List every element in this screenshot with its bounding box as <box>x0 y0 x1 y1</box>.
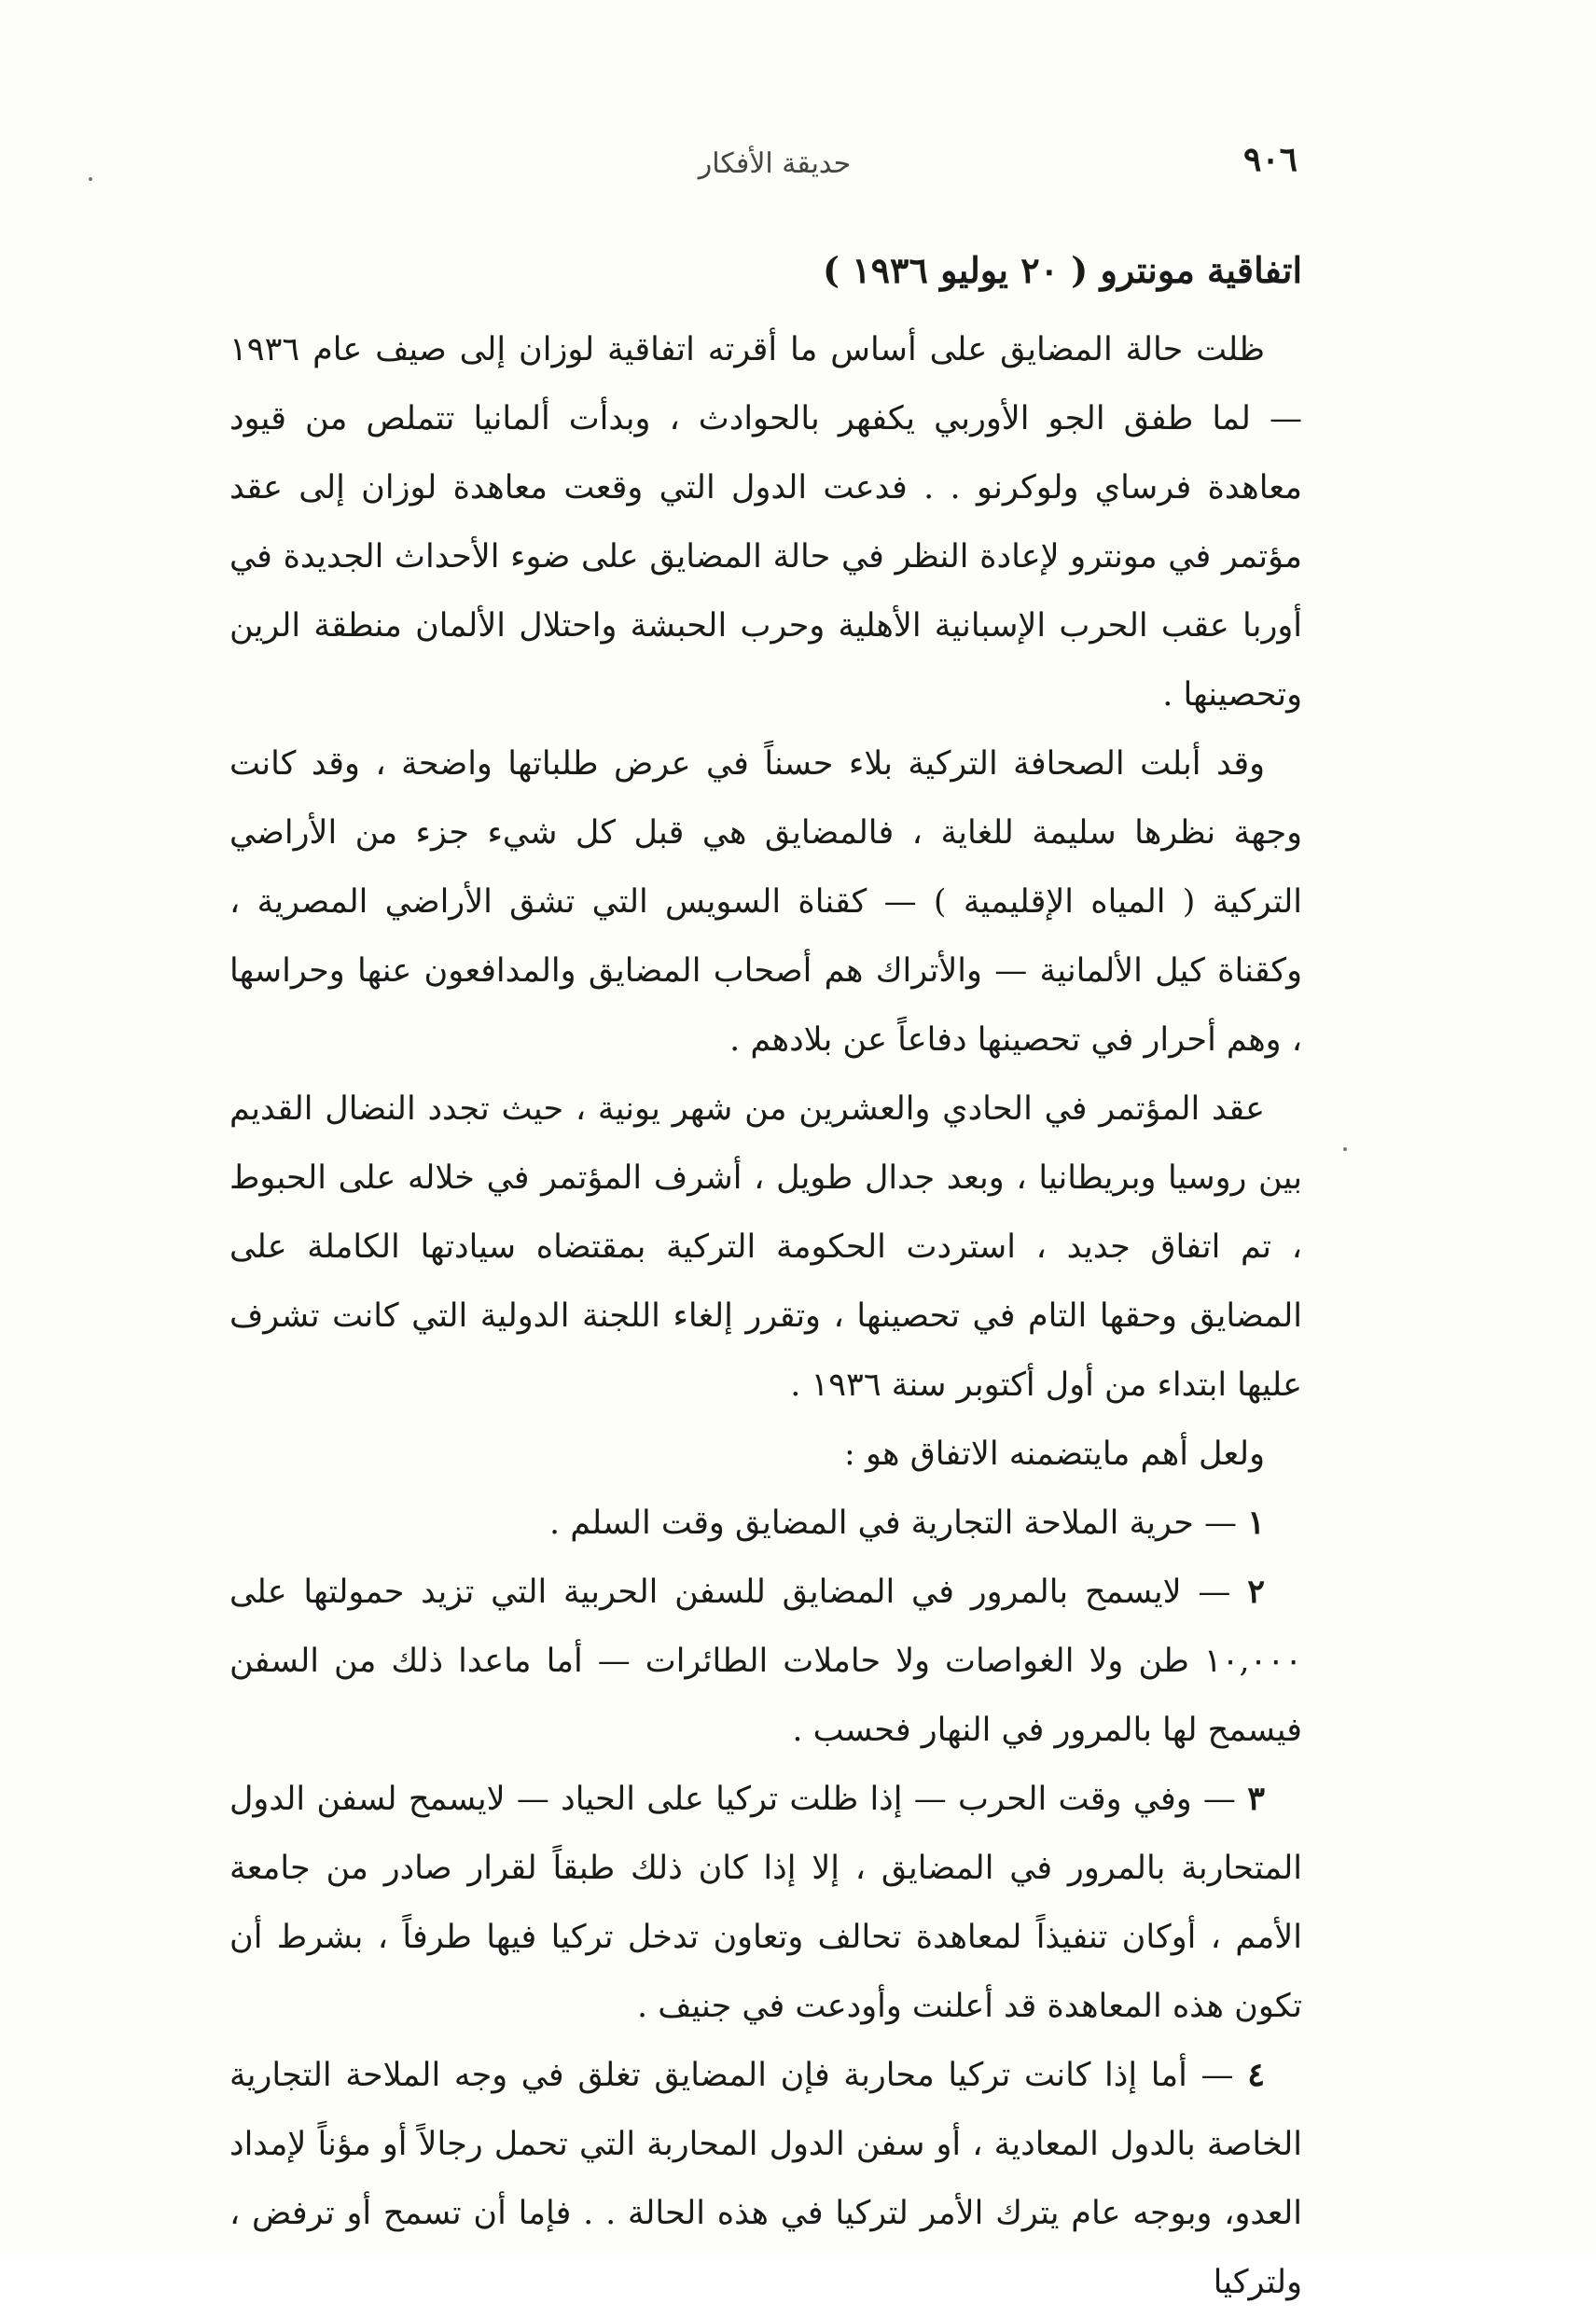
scan-speck <box>89 177 92 181</box>
list-item <box>229 1765 1302 2041</box>
paragraph: ظلت حالة المضايق على أساس ما أقرته اتفاقية لوزان إلى صيف عام ١٩٣٦ — لما طفق الجو الأوربي يكفهر بالحوادث ، وبدأت ألمانيا تتملص من قيود معاهدة فرساي ولوكرنو . . فدعت الدول التي وقعت معاهدة لوزان إلى عقد مؤتمر في مونترو لإعادة النظر في حالة المضايق على ضوء الأحداث الجديدة في أوربا عقب الحرب الإسبانية الأهلية وحرب الحبشة واحتلال الألمان منطقة الرين وتحصينها . <box>229 331 1302 714</box>
paragraph: وقد أبلت الصحافة التركية بلاء حسناً في عرض طلباتها واضحة ، وقد كانت وجهة نظرها سليمة للغاية ، فالمضايق هي قبل كل شيء جزء من الأراضي التركية ( المياه الإقليمية ) — كقناة السويس التي تشق الأراضي المصرية ، وكقناة كيل الألمانية — والأتراك هم أصحاب المضايق والمدافعون عنها وحراسها ، وهم أحرار في تحصينها دفاعاً عن بلادهم . <box>229 745 1302 1059</box>
body-text <box>229 233 1302 2317</box>
list-item <box>229 1558 1302 1765</box>
page-number: ٩٠٦ <box>1242 140 1298 179</box>
list-item-number: ٤ <box>1247 2056 1265 2094</box>
book-title: حديقة الأفكار <box>698 147 852 180</box>
running-header <box>252 140 1298 196</box>
list-item-number: ٣ <box>1247 1780 1265 1818</box>
scan-speck <box>1343 1147 1347 1151</box>
paragraph: عقد المؤتمر في الحادي والعشرين من شهر يونية ، حيث تجدد النضال القديم بين روسيا وبريطانيا ، وبعد جدال طويل ، أشرف المؤتمر في خلاله على الحبوط ، تم اتفاق جديد ، استردت الحكومة التركية بمقتضاه سيادتها الكاملة على المضايق وحقها التام في تحصينها ، وتقرر إلغاء اللجنة الدولية التي كانت تشرف عليها ابتداء من أول أكتوبر سنة ١٩٣٦ . <box>229 1090 1302 1404</box>
section-title: اتفاقية مونترو ( ٢٠ يوليو ١٩٣٦ ) <box>823 249 1302 291</box>
list-item-text: — أما إذا كانت تركيا محاربة فإن المضايق تغلق في وجه الملاحة التجارية الخاصة بالدول المعادية ، أو سفن الدول المحاربة التي تحمل رجالاً أو مؤناً لإمداد العدو، وبوجه عام يترك الأمر لتركيا في هذه الحالة . . فإما أن تسمح أو ترفض ، ولتركيا <box>229 2057 1302 2301</box>
list-intro: ولعل أهم مايتضمنه الاتفاق هو : <box>844 1436 1265 1473</box>
list-item <box>229 1489 1302 1558</box>
list-item-number: ١ <box>1247 1504 1265 1542</box>
list-item <box>229 2041 1302 2317</box>
list-item-text: — وفي وقت الحرب — إذا ظلت تركيا على الحياد — لايسمح لسفن الدول المتحاربة بالمرور في المضايق ، إلا إذا كان ذلك طبقاً لقرار صادر من جامعة الأمم ، أوكان تنفيذاً لمعاهدة تحالف وتعاون تدخل تركيا فيها طرفاً ، بشرط أن تكون هذه المعاهدة قد أعلنت وأودعت في جنيف . <box>229 1781 1302 2025</box>
list-item-number: ٢ <box>1247 1573 1265 1611</box>
list-item-text: — لايسمح بالمرور في المضايق للسفن الحربية التي تزيد حمولتها على ١٠,٠٠٠ طن ولا الغواصات ولا حاملات الطائرات — أما ماعدا ذلك من السفن فيسمح لها بالمرور في النهار فحسب . <box>229 1574 1302 1749</box>
list-item-text: — حرية الملاحة التجارية في المضايق وقت السلم . <box>548 1505 1238 1542</box>
